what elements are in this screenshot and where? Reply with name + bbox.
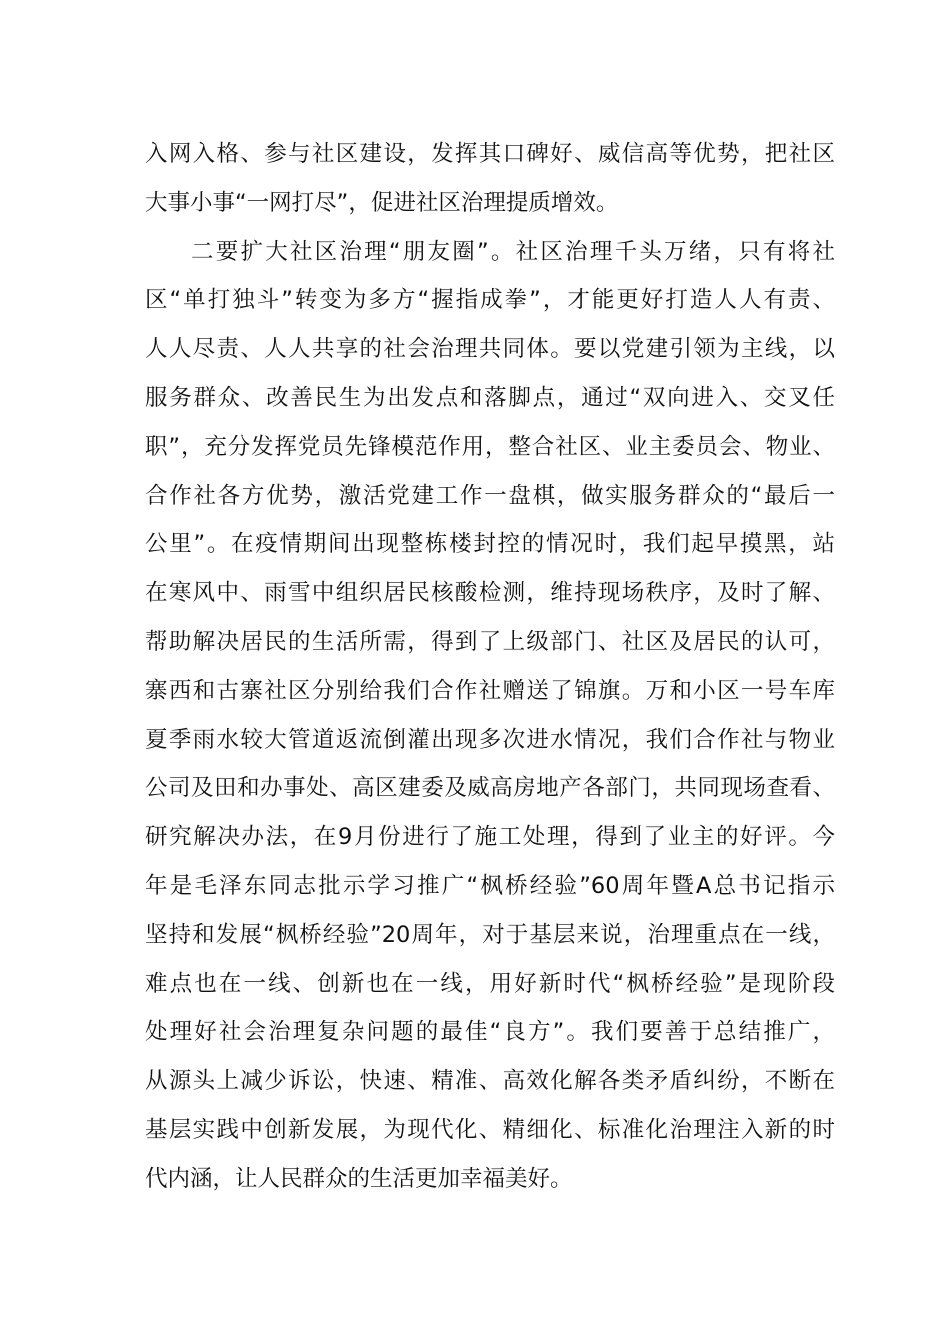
text-line: 帮助解决居民的生活所需，得到了上级部门、社区及居民的认可， xyxy=(145,628,835,655)
text-line: 坚持和发展“枫桥经验”20周年，对于基层来说，治理重点在一线， xyxy=(145,921,835,948)
text-line: 研究解决办法，在9月份进行了施工处理，得到了业主的好评。今 xyxy=(145,824,835,851)
text-line: 基层实践中创新发展，为现代化、精细化、标准化治理注入新的时 xyxy=(145,1116,835,1143)
text-line: 公里”。在疫情期间出现整栋楼封控的情况时，我们起早摸黑，站 xyxy=(145,531,835,558)
text-line: 区“单打独斗”转变为多方“握指成拳”，才能更好打造人人有责、 xyxy=(145,287,835,314)
text-line: 人人尽责、人人共享的社会治理共同体。要以党建引领为主线，以 xyxy=(145,336,835,363)
body-text xyxy=(145,130,835,1204)
text-line: 从源头上减少诉讼，快速、精准、高效化解各类矛盾纠纷，不断在 xyxy=(145,1068,835,1095)
text-line: 处理好社会治理复杂问题的最佳“良方”。我们要善于总结推广， xyxy=(145,1019,835,1046)
text-line: 寨西和古寨社区分别给我们合作社赠送了锦旗。万和小区一号车库 xyxy=(145,677,835,704)
text-line: 入网入格、参与社区建设，发挥其口碑好、威信高等优势，把社区 xyxy=(145,141,835,167)
text-line: 职”，充分发挥党员先锋模范作用，整合社区、业主委员会、物业、 xyxy=(145,433,835,460)
text-line: 公司及田和办事处、高区建委及威高房地产各部门，共同现场查看、 xyxy=(145,775,835,802)
text-line: 大事小事“一网打尽”，促进社区治理提质增效。 xyxy=(145,189,619,216)
text-line: 夏季雨水较大管道返流倒灌出现多次进水情况，我们合作社与物业 xyxy=(145,726,835,753)
text-line: 在寒风中、雨雪中组织居民核酸检测，维持现场秩序，及时了解、 xyxy=(145,580,835,607)
text-line: 服务群众、改善民生为出发点和落脚点，通过“双向进入、交叉任 xyxy=(145,384,835,411)
paragraph-first-line: 二要扩大社区治理“朋友圈”。社区治理千头万绪，只有将社 xyxy=(191,238,835,265)
text-line: 合作社各方优势，激活党建工作一盘棋，做实服务群众的“最后一 xyxy=(145,482,835,509)
text-line: 难点也在一线、创新也在一线，用好新时代“枫桥经验”是现阶段 xyxy=(145,970,835,997)
text-line: 年是毛泽东同志批示学习推广“枫桥经验”60周年暨A总书记指示 xyxy=(145,872,835,899)
text-line: 代内涵，让人民群众的生活更加幸福美好。 xyxy=(145,1165,573,1192)
